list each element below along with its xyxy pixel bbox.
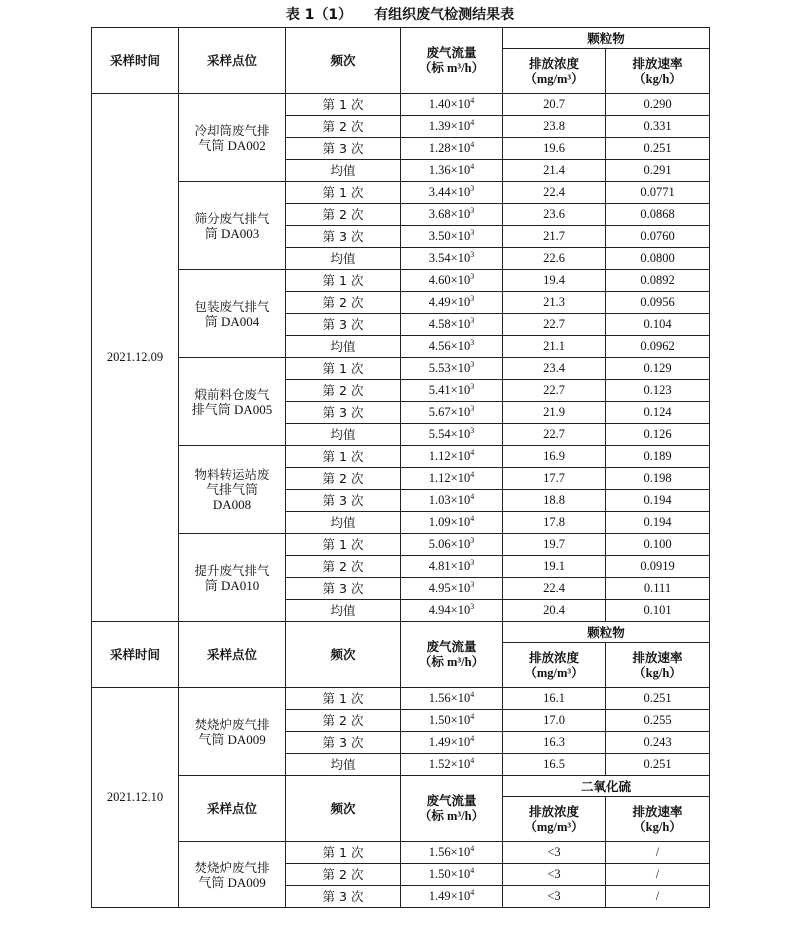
frequency-cell: 均值 xyxy=(286,424,401,446)
frequency-cell: 第 3 次 xyxy=(286,886,401,908)
flow-value: 1.40×10 xyxy=(428,97,471,111)
frequency-cell: 均值 xyxy=(286,754,401,776)
flow-value: 3.44×10 xyxy=(428,185,471,199)
rate-cell: 0.100 xyxy=(606,534,710,556)
rate-cell: 0.189 xyxy=(606,446,710,468)
header-flow-unit: （标 m³/h） xyxy=(418,809,485,823)
flow-cell xyxy=(401,226,503,248)
sample-point-name xyxy=(179,270,286,358)
concentration-cell: 23.8 xyxy=(503,116,606,138)
sample-point-name xyxy=(179,446,286,534)
flow-cell xyxy=(401,864,503,886)
rate-cell: 0.0962 xyxy=(606,336,710,358)
frequency-cell: 第 2 次 xyxy=(286,380,401,402)
flow-cell xyxy=(401,402,503,424)
table-title xyxy=(0,4,800,24)
flow-value: 5.41×10 xyxy=(428,383,471,397)
table-caption: 有组织废气检测结果表 xyxy=(374,7,515,23)
flow-cell xyxy=(401,710,503,732)
frequency-cell: 均值 xyxy=(286,600,401,622)
flow-exponent: 3 xyxy=(470,360,475,369)
header-sample-time: 采样时间 xyxy=(92,28,179,94)
rate-cell: 0.0892 xyxy=(606,270,710,292)
flow-exponent: 3 xyxy=(470,580,475,589)
header-rate xyxy=(606,643,710,688)
flow-value: 1.56×10 xyxy=(428,845,471,859)
flow-cell xyxy=(401,204,503,226)
sample-point-name xyxy=(179,842,286,908)
table-row xyxy=(92,446,710,468)
flow-value: 1.39×10 xyxy=(428,119,471,133)
frequency-cell: 第 1 次 xyxy=(286,534,401,556)
flow-value: 3.68×10 xyxy=(428,207,471,221)
flow-value: 1.03×10 xyxy=(428,493,471,507)
concentration-cell: 22.7 xyxy=(503,314,606,336)
flow-exponent: 3 xyxy=(470,404,475,413)
flow-cell xyxy=(401,886,503,908)
results-table xyxy=(91,27,710,908)
concentration-cell: 16.9 xyxy=(503,446,606,468)
sample-point-line: 筒 DA004 xyxy=(204,313,260,329)
table-number: 表 1（1） xyxy=(285,7,353,23)
flow-exponent: 3 xyxy=(470,250,475,259)
table-row xyxy=(92,688,710,710)
header-row xyxy=(92,776,710,797)
sample-point-line: 提升废气排气 xyxy=(194,562,270,578)
concentration-cell: 18.8 xyxy=(503,490,606,512)
header-flow xyxy=(401,776,503,842)
flow-cell xyxy=(401,424,503,446)
header-concentration xyxy=(503,643,606,688)
header-conc-label: 排放浓度 xyxy=(528,55,579,71)
header-rate-label: 排放速率 xyxy=(632,649,683,665)
header-flow-unit: （标 m³/h） xyxy=(418,61,485,75)
rate-cell: 0.251 xyxy=(606,138,710,160)
flow-cell xyxy=(401,600,503,622)
rate-cell: 0.0919 xyxy=(606,556,710,578)
flow-exponent: 3 xyxy=(470,426,475,435)
sample-point-line: 焚烧炉废气排 xyxy=(194,859,270,875)
concentration-cell: 22.6 xyxy=(503,248,606,270)
concentration-cell: 16.3 xyxy=(503,732,606,754)
flow-exponent: 4 xyxy=(470,140,475,149)
concentration-cell: <3 xyxy=(503,886,606,908)
flow-exponent: 3 xyxy=(470,206,475,215)
rate-cell: 0.251 xyxy=(606,688,710,710)
header-flow-label: 废气流量 xyxy=(426,45,477,60)
rate-cell: 0.331 xyxy=(606,116,710,138)
table-row xyxy=(92,270,710,292)
header-rate-unit: （kg/h） xyxy=(633,819,682,834)
header-pollutant: 颗粒物 xyxy=(503,622,710,643)
concentration-cell: 20.4 xyxy=(503,600,606,622)
rate-cell: 0.129 xyxy=(606,358,710,380)
concentration-cell: 21.3 xyxy=(503,292,606,314)
rate-cell: 0.101 xyxy=(606,600,710,622)
sample-point-line: 筒 DA003 xyxy=(204,225,260,241)
flow-value: 1.50×10 xyxy=(428,713,471,727)
flow-value: 5.06×10 xyxy=(428,537,471,551)
header-sample-point: 采样点位 xyxy=(179,622,286,688)
rate-cell: 0.198 xyxy=(606,468,710,490)
sample-point-line: 气筒 DA002 xyxy=(198,137,266,153)
flow-exponent: 3 xyxy=(470,558,475,567)
flow-cell xyxy=(401,512,503,534)
flow-value: 3.54×10 xyxy=(428,251,471,265)
sample-point-line: 气筒 DA009 xyxy=(198,874,266,890)
flow-exponent: 4 xyxy=(470,690,475,699)
table-row xyxy=(92,534,710,556)
flow-cell xyxy=(401,138,503,160)
rate-cell: 0.126 xyxy=(606,424,710,446)
sample-point-name xyxy=(179,358,286,446)
table-row xyxy=(92,182,710,204)
rate-cell: 0.251 xyxy=(606,754,710,776)
sample-point-line: 物料转运站废 xyxy=(194,467,270,482)
frequency-cell: 第 2 次 xyxy=(286,556,401,578)
flow-cell xyxy=(401,468,503,490)
header-flow-label: 废气流量 xyxy=(426,639,477,654)
header-conc-label: 排放浓度 xyxy=(528,803,579,819)
flow-cell xyxy=(401,116,503,138)
sample-point-name xyxy=(179,688,286,776)
flow-value: 4.49×10 xyxy=(428,295,471,309)
header-rate-label: 排放速率 xyxy=(632,803,683,819)
rate-cell: 0.291 xyxy=(606,160,710,182)
concentration-cell: 21.7 xyxy=(503,226,606,248)
concentration-cell: 16.1 xyxy=(503,688,606,710)
flow-cell xyxy=(401,490,503,512)
rate-cell: 0.123 xyxy=(606,380,710,402)
flow-value: 5.67×10 xyxy=(428,405,471,419)
concentration-cell: 22.4 xyxy=(503,578,606,600)
frequency-cell: 均值 xyxy=(286,248,401,270)
flow-exponent: 3 xyxy=(470,228,475,237)
concentration-cell: 17.7 xyxy=(503,468,606,490)
header-rate-unit: （kg/h） xyxy=(633,665,682,680)
flow-exponent: 4 xyxy=(470,514,475,523)
flow-exponent: 4 xyxy=(470,756,475,765)
frequency-cell: 第 3 次 xyxy=(286,490,401,512)
frequency-cell: 第 1 次 xyxy=(286,688,401,710)
sample-point-line: 筛分废气排气 xyxy=(194,210,270,226)
frequency-cell: 第 1 次 xyxy=(286,842,401,864)
header-flow xyxy=(401,28,503,94)
frequency-cell: 第 3 次 xyxy=(286,138,401,160)
flow-exponent: 4 xyxy=(470,866,475,875)
rate-cell: 0.290 xyxy=(606,94,710,116)
concentration-cell: 22.7 xyxy=(503,424,606,446)
concentration-cell: 23.4 xyxy=(503,358,606,380)
header-flow xyxy=(401,622,503,688)
flow-cell xyxy=(401,688,503,710)
frequency-cell: 第 3 次 xyxy=(286,732,401,754)
flow-cell xyxy=(401,534,503,556)
flow-cell xyxy=(401,292,503,314)
flow-value: 4.95×10 xyxy=(428,581,471,595)
sample-date: 2021.12.10 xyxy=(92,688,179,908)
sample-point-line: 包装废气排气 xyxy=(194,298,270,314)
flow-cell xyxy=(401,270,503,292)
concentration-cell: 20.7 xyxy=(503,94,606,116)
rate-cell: 0.0800 xyxy=(606,248,710,270)
table-row xyxy=(92,94,710,116)
sample-point-line: 焚烧炉废气排 xyxy=(194,716,270,732)
rate-cell: 0.124 xyxy=(606,402,710,424)
rate-cell: 0.0956 xyxy=(606,292,710,314)
flow-cell xyxy=(401,94,503,116)
flow-cell xyxy=(401,556,503,578)
frequency-cell: 第 3 次 xyxy=(286,314,401,336)
header-flow-label: 废气流量 xyxy=(426,793,477,808)
header-row xyxy=(92,622,710,643)
flow-exponent: 4 xyxy=(470,844,475,853)
rate-cell: 0.255 xyxy=(606,710,710,732)
header-frequency: 频次 xyxy=(286,28,401,94)
rate-cell: 0.194 xyxy=(606,490,710,512)
frequency-cell: 第 1 次 xyxy=(286,358,401,380)
flow-value: 1.12×10 xyxy=(428,471,471,485)
flow-cell xyxy=(401,182,503,204)
concentration-cell: 21.9 xyxy=(503,402,606,424)
frequency-cell: 均值 xyxy=(286,512,401,534)
flow-cell xyxy=(401,358,503,380)
concentration-cell: 17.8 xyxy=(503,512,606,534)
sample-point-name xyxy=(179,94,286,182)
header-conc-unit: （mg/m³） xyxy=(524,71,584,86)
flow-cell xyxy=(401,842,503,864)
flow-exponent: 4 xyxy=(470,448,475,457)
concentration-cell: <3 xyxy=(503,864,606,886)
flow-value: 4.94×10 xyxy=(428,603,471,617)
flow-exponent: 4 xyxy=(470,492,475,501)
frequency-cell: 第 1 次 xyxy=(286,270,401,292)
flow-value: 1.50×10 xyxy=(428,867,471,881)
header-sample-point: 采样点位 xyxy=(179,28,286,94)
frequency-cell: 第 3 次 xyxy=(286,226,401,248)
header-concentration xyxy=(503,49,606,94)
flow-exponent: 3 xyxy=(470,184,475,193)
flow-value: 1.49×10 xyxy=(428,735,471,749)
concentration-cell: 22.4 xyxy=(503,182,606,204)
concentration-cell: 19.7 xyxy=(503,534,606,556)
concentration-cell: 19.1 xyxy=(503,556,606,578)
header-sample-point: 采样点位 xyxy=(179,776,286,842)
flow-exponent: 4 xyxy=(470,734,475,743)
flow-exponent: 4 xyxy=(470,118,475,127)
frequency-cell: 第 2 次 xyxy=(286,864,401,886)
frequency-cell: 第 2 次 xyxy=(286,116,401,138)
rate-cell: 0.0760 xyxy=(606,226,710,248)
concentration-cell: 19.4 xyxy=(503,270,606,292)
header-frequency: 频次 xyxy=(286,622,401,688)
flow-cell xyxy=(401,314,503,336)
flow-value: 4.56×10 xyxy=(428,339,471,353)
concentration-cell: 17.0 xyxy=(503,710,606,732)
frequency-cell: 第 3 次 xyxy=(286,402,401,424)
flow-cell xyxy=(401,732,503,754)
concentration-cell: 21.1 xyxy=(503,336,606,358)
concentration-cell: <3 xyxy=(503,842,606,864)
header-pollutant: 颗粒物 xyxy=(503,28,710,49)
flow-cell xyxy=(401,336,503,358)
frequency-cell: 第 1 次 xyxy=(286,94,401,116)
rate-cell: 0.0868 xyxy=(606,204,710,226)
flow-value: 4.58×10 xyxy=(428,317,471,331)
frequency-cell: 均值 xyxy=(286,160,401,182)
header-flow-unit: （标 m³/h） xyxy=(418,655,485,669)
flow-cell xyxy=(401,160,503,182)
header-conc-unit: （mg/m³） xyxy=(524,819,584,834)
flow-cell xyxy=(401,446,503,468)
header-row xyxy=(92,28,710,49)
sample-point-line: 气筒 DA009 xyxy=(198,731,266,747)
concentration-cell: 23.6 xyxy=(503,204,606,226)
header-sample-time: 采样时间 xyxy=(92,622,179,688)
sample-date: 2021.12.09 xyxy=(92,94,179,622)
sample-point-line: 筒 DA010 xyxy=(204,577,260,593)
sample-point-line: 煅前料仓废气 xyxy=(194,386,270,402)
flow-value: 1.49×10 xyxy=(428,889,471,903)
flow-value: 1.12×10 xyxy=(428,449,471,463)
flow-exponent: 4 xyxy=(470,470,475,479)
rate-cell: / xyxy=(606,886,710,908)
rate-cell: 0.243 xyxy=(606,732,710,754)
frequency-cell: 第 2 次 xyxy=(286,468,401,490)
frequency-cell: 第 2 次 xyxy=(286,204,401,226)
flow-exponent: 4 xyxy=(470,888,475,897)
frequency-cell: 第 1 次 xyxy=(286,182,401,204)
concentration-cell: 21.4 xyxy=(503,160,606,182)
header-rate-label: 排放速率 xyxy=(632,55,683,71)
rate-cell: 0.0771 xyxy=(606,182,710,204)
flow-exponent: 4 xyxy=(470,712,475,721)
flow-value: 5.54×10 xyxy=(428,427,471,441)
header-concentration xyxy=(503,797,606,842)
flow-exponent: 3 xyxy=(470,294,475,303)
sample-point-name xyxy=(179,182,286,270)
flow-value: 1.36×10 xyxy=(428,163,471,177)
sample-point-line: DA008 xyxy=(212,497,252,512)
header-conc-unit: （mg/m³） xyxy=(524,665,584,680)
header-rate xyxy=(606,49,710,94)
rate-cell: / xyxy=(606,864,710,886)
flow-value: 4.81×10 xyxy=(428,559,471,573)
header-pollutant: 二氧化硫 xyxy=(503,776,710,797)
table-row xyxy=(92,358,710,380)
rate-cell: 0.104 xyxy=(606,314,710,336)
sample-point-line: 排气筒 DA005 xyxy=(191,401,273,417)
rate-cell: 0.111 xyxy=(606,578,710,600)
flow-value: 1.09×10 xyxy=(428,515,471,529)
flow-exponent: 3 xyxy=(470,382,475,391)
rate-cell: 0.194 xyxy=(606,512,710,534)
flow-exponent: 4 xyxy=(470,162,475,171)
flow-cell xyxy=(401,248,503,270)
flow-value: 1.56×10 xyxy=(428,691,471,705)
frequency-cell: 均值 xyxy=(286,336,401,358)
header-rate xyxy=(606,797,710,842)
flow-value: 1.28×10 xyxy=(428,141,471,155)
sample-point-line: 气排气筒 xyxy=(205,482,258,497)
flow-exponent: 3 xyxy=(470,536,475,545)
frequency-cell: 第 3 次 xyxy=(286,578,401,600)
flow-value: 5.53×10 xyxy=(428,361,471,375)
frequency-cell: 第 2 次 xyxy=(286,292,401,314)
flow-cell xyxy=(401,578,503,600)
header-frequency: 频次 xyxy=(286,776,401,842)
flow-exponent: 3 xyxy=(470,602,475,611)
sample-point-name xyxy=(179,534,286,622)
concentration-cell: 19.6 xyxy=(503,138,606,160)
flow-value: 3.50×10 xyxy=(428,229,471,243)
header-rate-unit: （kg/h） xyxy=(633,71,682,86)
flow-cell xyxy=(401,380,503,402)
table-row xyxy=(92,842,710,864)
flow-exponent: 3 xyxy=(470,272,475,281)
concentration-cell: 16.5 xyxy=(503,754,606,776)
flow-cell xyxy=(401,754,503,776)
flow-exponent: 4 xyxy=(470,96,475,105)
flow-value: 1.52×10 xyxy=(428,757,471,771)
header-conc-label: 排放浓度 xyxy=(528,649,579,665)
rate-cell: / xyxy=(606,842,710,864)
flow-exponent: 3 xyxy=(470,338,475,347)
frequency-cell: 第 2 次 xyxy=(286,710,401,732)
sample-point-line: 冷却筒废气排 xyxy=(194,122,270,138)
flow-value: 4.60×10 xyxy=(428,273,471,287)
flow-exponent: 3 xyxy=(470,316,475,325)
concentration-cell: 22.7 xyxy=(503,380,606,402)
frequency-cell: 第 1 次 xyxy=(286,446,401,468)
